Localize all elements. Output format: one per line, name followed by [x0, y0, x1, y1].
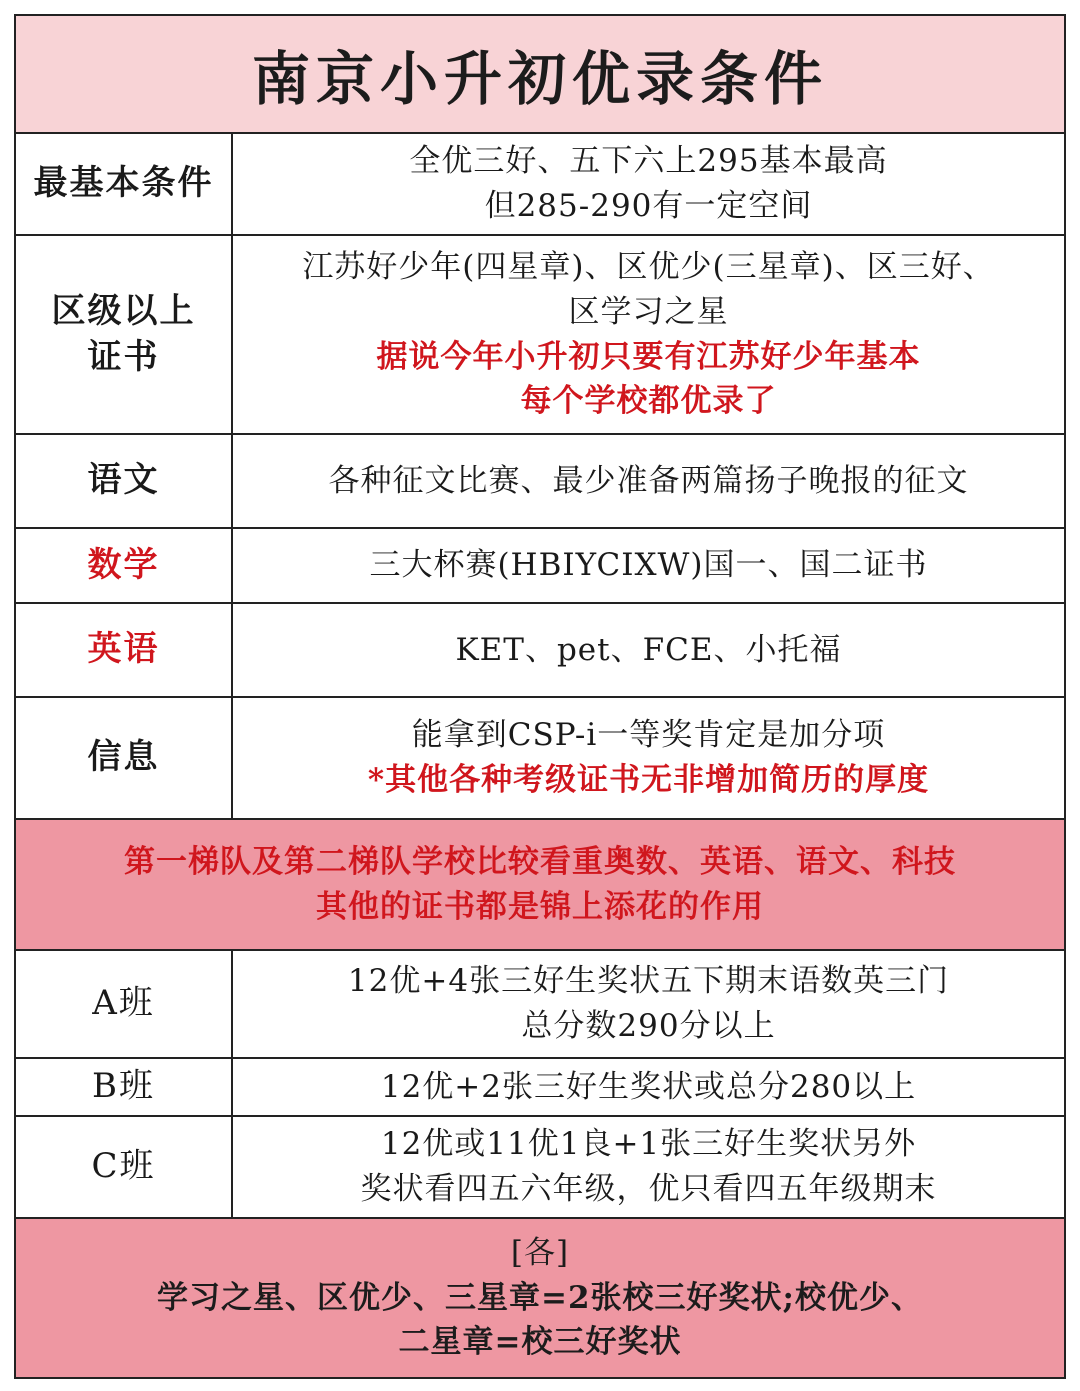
footer-heading: [各]	[510, 1234, 570, 1271]
content-line: 能拿到CSP-i一等奖肯定是加分项	[411, 717, 886, 754]
row-content	[233, 134, 1064, 234]
note-band	[16, 820, 1064, 951]
footer-line: 学习之星、区优少、三星章=2张校三好奖状;校优少、	[157, 1279, 923, 1316]
content-line: 但285-290有一定空间	[484, 188, 813, 224]
row-content	[233, 435, 1064, 527]
row-content	[233, 1117, 1064, 1217]
highlight-line: 每个学校都优录了	[520, 383, 777, 420]
content-line: 江苏好少年(四星章)、区优少(三星章)、区三好、	[302, 248, 995, 285]
content-line: 12优+4张三好生奖状五下期末语数英三门	[347, 963, 950, 1000]
row-basic	[16, 134, 1064, 236]
class-label: B班	[16, 1059, 233, 1115]
row-content	[233, 698, 1064, 818]
row-label: 最基本条件	[16, 134, 233, 234]
row-math	[16, 529, 1064, 604]
content-line: 全优三好、五下六上295基本最高	[409, 143, 888, 180]
note-line: 其他的证书都是锦上添花的作用	[316, 888, 764, 925]
page-title: 南京小升初优录条件	[251, 45, 828, 113]
row-class-b	[16, 1059, 1064, 1117]
content-line: 三大杯赛(HBIYCIXW)国一、国二证书	[369, 547, 928, 584]
class-label: C班	[16, 1117, 233, 1217]
class-label: A班	[16, 951, 233, 1057]
content-line: 12优+2张三好生奖状或总分280以上	[380, 1068, 917, 1105]
row-it	[16, 698, 1064, 820]
content-line: 区学习之星	[568, 293, 729, 330]
row-class-c	[16, 1117, 1064, 1219]
row-certificates	[16, 236, 1064, 435]
content-line: KET、pet、FCE、小托福	[455, 631, 842, 668]
title-bar	[16, 16, 1064, 134]
content-line: 各种征文比赛、最少准备两篇扬子晚报的征文	[328, 462, 969, 499]
footer-line: 二星章=校三好奖状	[398, 1324, 682, 1361]
row-content	[233, 1059, 1064, 1115]
admission-table	[14, 14, 1066, 1379]
row-label-line: 区级以上	[51, 290, 196, 331]
row-content	[233, 236, 1064, 433]
row-label: 英语	[16, 604, 233, 696]
row-class-a	[16, 951, 1064, 1059]
content-line: 奖状看四五六年级，优只看四五年级期末	[360, 1171, 937, 1207]
note-line: 第一梯队及第二梯队学校比较看重奥数、英语、语文、科技	[124, 843, 956, 880]
row-content	[233, 951, 1064, 1057]
content-line: 12优或11优1良+1张三好生奖状另外	[380, 1126, 917, 1163]
row-label-line: 证书	[87, 336, 160, 377]
row-label: 数学	[16, 529, 233, 602]
highlight-line: *其他各种考级证书无非增加简历的厚度	[367, 762, 930, 798]
row-chinese	[16, 435, 1064, 529]
row-label	[16, 236, 233, 433]
row-content	[233, 604, 1064, 696]
row-label: 语文	[16, 435, 233, 527]
row-label: 信息	[16, 698, 233, 818]
row-content	[233, 529, 1064, 602]
highlight-line: 据说今年小升初只要有江苏好少年基本	[376, 338, 921, 375]
content-line: 总分数290分以上	[521, 1008, 776, 1044]
row-english	[16, 604, 1064, 698]
footer-band	[16, 1219, 1064, 1377]
